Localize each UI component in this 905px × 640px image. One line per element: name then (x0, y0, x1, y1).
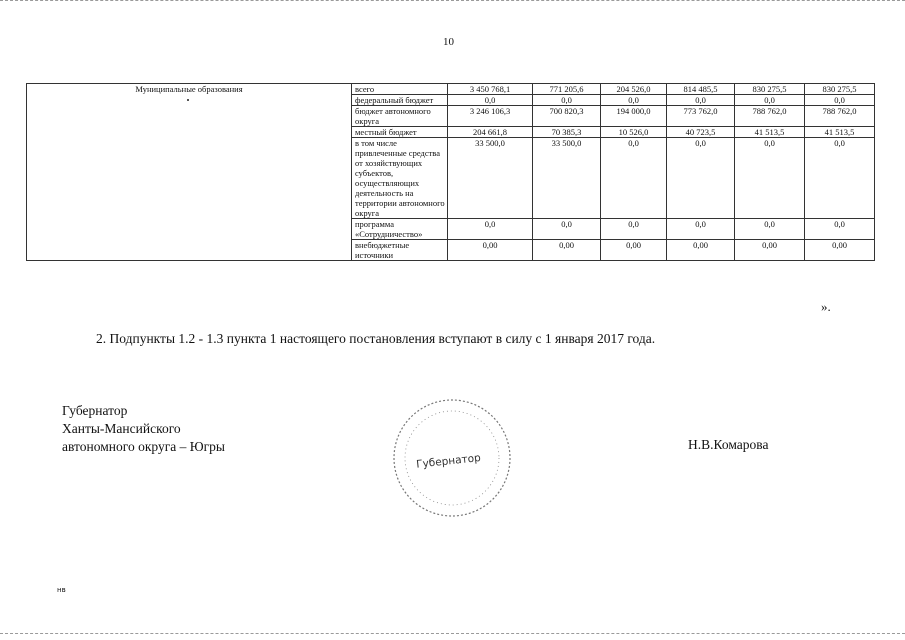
table-row (27, 84, 875, 95)
amount-cell: 0,0 (601, 138, 667, 219)
amount-cell: 204 526,0 (601, 84, 667, 95)
amount-cell: 41 513,5 (805, 127, 875, 138)
signatory-name: Н.В.Комарова (688, 437, 769, 452)
amount-cell: 40 723,5 (667, 127, 735, 138)
funding-source-label: федеральный бюджет (352, 95, 448, 106)
amount-cell: 0,0 (805, 138, 875, 219)
funding-source-label: в том числе привлеченные средства от хозяйствующих субъектов, осуществляющих деятельность на территории автономного округа (352, 138, 448, 219)
amount-cell: 0,0 (805, 95, 875, 106)
amount-cell: 0,0 (735, 95, 805, 106)
amount-cell: 33 500,0 (533, 138, 601, 219)
bottom-scan-edge (0, 633, 905, 636)
scan-speck (187, 99, 189, 101)
amount-cell: 204 661,8 (448, 127, 533, 138)
top-scan-edge (0, 0, 905, 3)
amount-cell: 70 385,3 (533, 127, 601, 138)
amount-cell: 0,0 (601, 95, 667, 106)
amount-cell: 0,00 (735, 240, 805, 261)
effective-date-paragraph: 2. Подпункты 1.2 - 1.3 пункта 1 настоящего постановления вступают в силу с 1 января 2017 года. (96, 331, 656, 346)
amount-cell: 0,0 (667, 138, 735, 219)
funding-source-label: программа «Сотрудничество» (352, 219, 448, 240)
amount-cell: 0,0 (448, 219, 533, 240)
amount-cell: 788 762,0 (805, 106, 875, 127)
page-number: 10 (443, 36, 454, 48)
amount-cell: 830 275,5 (735, 84, 805, 95)
municipality-label: Муниципальные образования (27, 84, 352, 261)
signatory-title-line: Губернатор (62, 403, 128, 418)
amount-cell: 0,00 (448, 240, 533, 261)
amount-cell: 3 246 106,3 (448, 106, 533, 127)
amount-cell: 0,0 (601, 219, 667, 240)
amount-cell: 0,0 (667, 219, 735, 240)
amount-cell: 3 450 768,1 (448, 84, 533, 95)
funding-table-body (27, 84, 875, 261)
funding-source-label: местный бюджет (352, 127, 448, 138)
amount-cell: 0,00 (805, 240, 875, 261)
signatory-title-block (62, 402, 225, 456)
funding-table-container (26, 83, 874, 261)
amount-cell: 773 762,0 (667, 106, 735, 127)
executor-mark: нв (57, 586, 66, 594)
amount-cell: 771 205,6 (533, 84, 601, 95)
amount-cell: 814 485,5 (667, 84, 735, 95)
stamp-text: Губернатор (415, 452, 482, 471)
amount-cell: 0,0 (448, 95, 533, 106)
funding-source-label: внебюджетные источники (352, 240, 448, 261)
amount-cell: 0,00 (533, 240, 601, 261)
signatory-title-line: Ханты-Мансийского (62, 421, 181, 436)
amount-cell: 0,0 (735, 138, 805, 219)
amount-cell: 700 820,3 (533, 106, 601, 127)
amount-cell: 0,00 (601, 240, 667, 261)
amount-cell: 33 500,0 (448, 138, 533, 219)
amount-cell: 0,0 (667, 95, 735, 106)
amount-cell: 0,0 (533, 95, 601, 106)
amount-cell: 194 000,0 (601, 106, 667, 127)
amount-cell: 0,0 (533, 219, 601, 240)
amount-cell: 0,0 (735, 219, 805, 240)
official-stamp (382, 394, 522, 522)
amount-cell: 830 275,5 (805, 84, 875, 95)
amount-cell: 0,0 (805, 219, 875, 240)
funding-source-label: всего (352, 84, 448, 95)
amount-cell: 41 513,5 (735, 127, 805, 138)
amount-cell: 788 762,0 (735, 106, 805, 127)
closing-quote: ». (821, 299, 831, 314)
amount-cell: 10 526,0 (601, 127, 667, 138)
signatory-title-line: автономного округа – Югры (62, 439, 225, 454)
funding-table (26, 83, 875, 261)
amount-cell: 0,00 (667, 240, 735, 261)
funding-source-label: бюджет автономного округа (352, 106, 448, 127)
